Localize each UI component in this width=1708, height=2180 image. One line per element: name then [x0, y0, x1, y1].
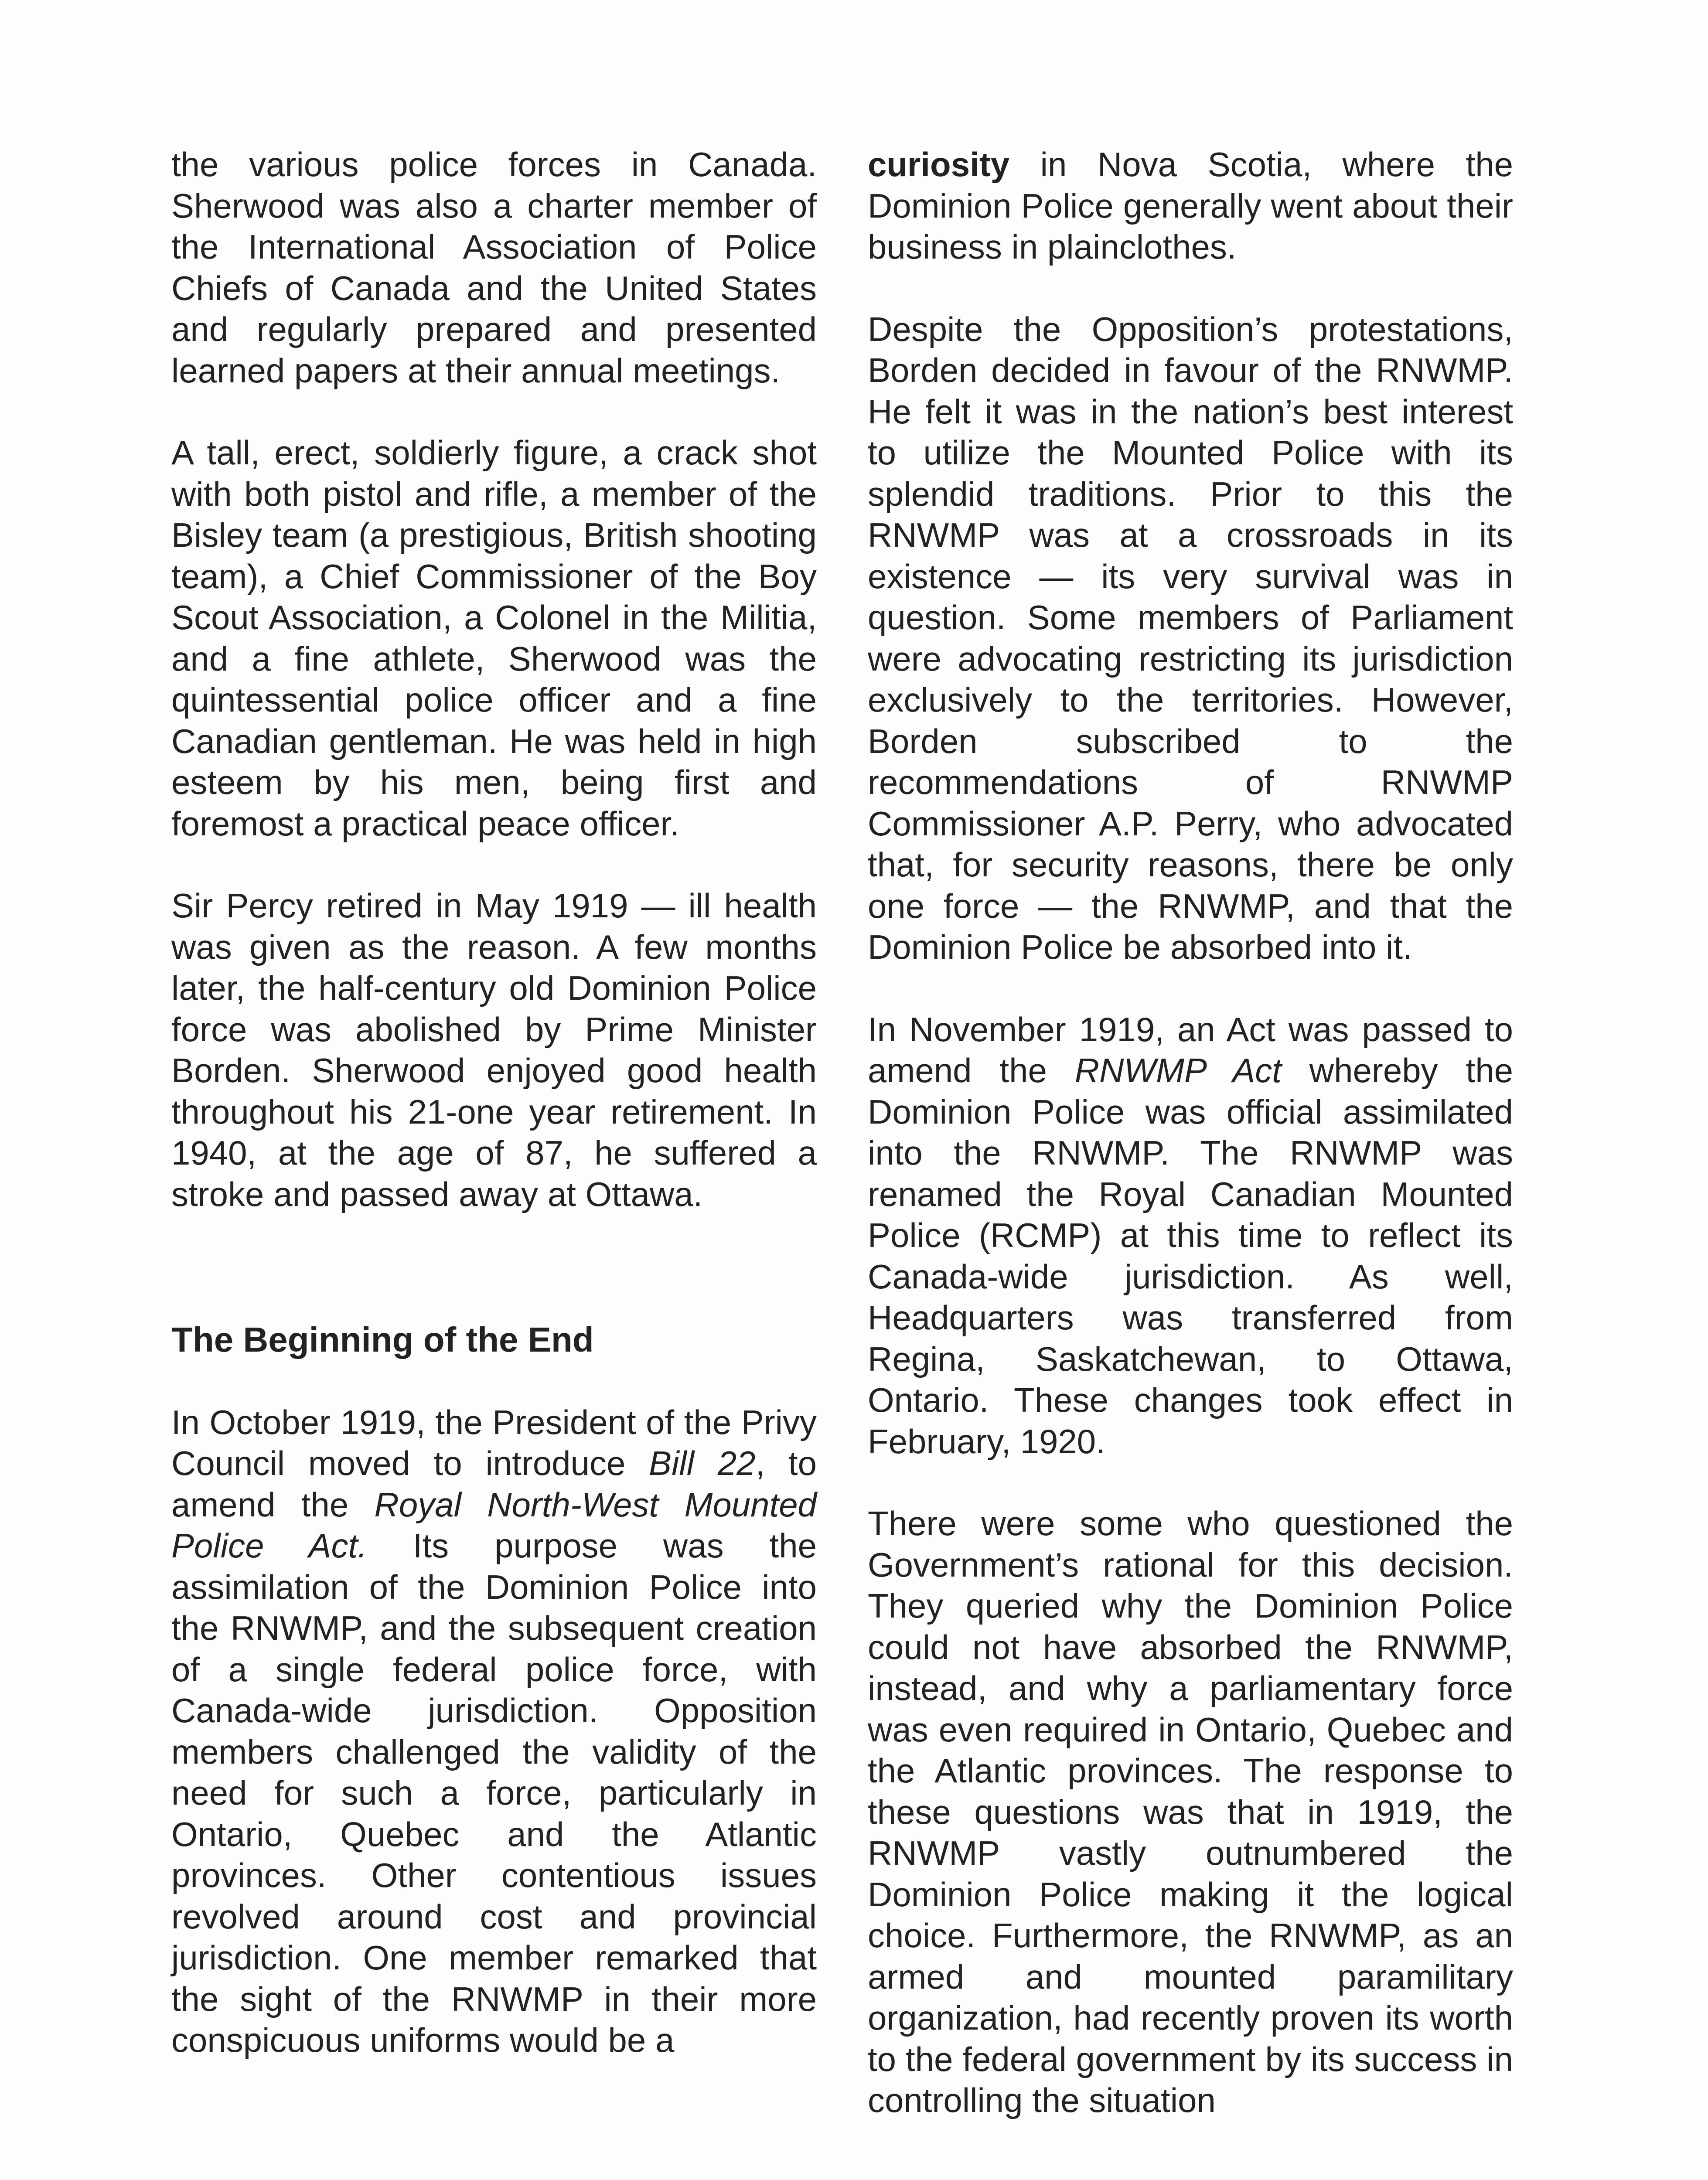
text-run: in Nova Scotia, where the Dominion Police generally went about their business in plainclothes. [868, 145, 1513, 266]
text-run: whereby the Dominion Police was official assimilated into the RNWMP. The RNWMP was renamed the Royal Canadian Mounted Police (RCMP) at this time to reflect its Canada-wide jurisdiction. As well, Headquarters was transferred from Regina, Saskatchewan, to Ottawa, Ontario. These changes took effect in February, 1920. [868, 1051, 1513, 1461]
text-run: In November 1919, an Act was passed to amend the [868, 1010, 1513, 1090]
paragraph [868, 144, 1513, 268]
paragraph: Sir Percy retired in May 1919 — ill health was given as the reason. A few months later, the half-century old Dominion Police force was abolished by Prime Minister Borden. Sherwood enjoyed good health throughout his 21-one year retirement. In 1940, at the age of 87, he suffered a stroke and passed away at Ottawa. [171, 886, 817, 1213]
italic-title-act: RNWMP Act [1074, 1051, 1282, 1090]
paragraph: There were some who questioned the Government’s rational for this decision. They queried why the Dominion Police could not have absorbed the RNWMP, instead, and why a parliamentary force was even required in Ontario, Quebec and the Atlantic provinces. The response to these questions was that in 1919, the RNWMP vastly outnumbered the Dominion Police making it the logical choice. Furthermore, the RNWMP, as an armed and mounted paramilitary organization, had recently proven its worth to the federal government by its success in controlling the situation [868, 1504, 1513, 2119]
text-run: In October 1919, the President of the Privy Council moved to introduce [171, 1403, 817, 1482]
paragraph [171, 1402, 817, 2061]
paragraph: the various police forces in Canada. Sherwood was also a charter member of the International Association of Police Chiefs of Canada and the United States and regularly prepared and presented learned papers at their annual meetings. [171, 145, 817, 390]
italic-title-bill: Bill 22 [649, 1444, 756, 1482]
section-heading: The Beginning of the End [171, 1320, 594, 1359]
italic-title-act: Royal North-West Mounted Police Act. [171, 1485, 817, 1565]
bold-lead-word: curiosity [868, 145, 1010, 184]
paragraph: Despite the Opposition’s protestations, Borden decided in favour of the RNWMP. He felt it was in the nation’s best interest to utilize the Mounted Police with its splendid traditions. Prior to this the RNWMP was at a crossroads in its existence — its very survival was in question. Some members of Parliament were advocating restricting its jurisdiction exclusively to the territories. However, Borden subscribed to the recommendations of RNWMP Commissioner A.P. Perry, who advocated that, for security reasons, there be only one force — the RNWMP, and that the Dominion Police be absorbed into it. [868, 310, 1513, 966]
text-run: , to amend the [171, 1444, 817, 1524]
paragraph: A tall, erect, soldierly figure, a crack shot with both pistol and rifle, a member of the Bisley team (a prestigious, British shooting team), a Chief Commissioner of the Boy Scout Association, a Colonel in the Militia, and a fine athlete, Sherwood was the quintessential police officer and a fine Canadian gentleman. He was held in high esteem by his men, being first and foremost a practical peace officer. [171, 433, 817, 843]
paragraph [868, 1009, 1513, 1462]
left-column [171, 144, 817, 2061]
right-column [868, 144, 1513, 2121]
text-run: Its purpose was the assimilation of the Dominion Police into the RNWMP, and the subsequent creation of a single federal police force, with Canada-wide jurisdiction. Opposition members challenged the validity of the need for such a force, particularly in Ontario, Quebec and the Atlantic provinces. Other contentious issues revolved around cost and provincial jurisdiction. One member remarked that the sight of the RNWMP in their more conspicuous uniforms would be a [171, 1526, 817, 2059]
